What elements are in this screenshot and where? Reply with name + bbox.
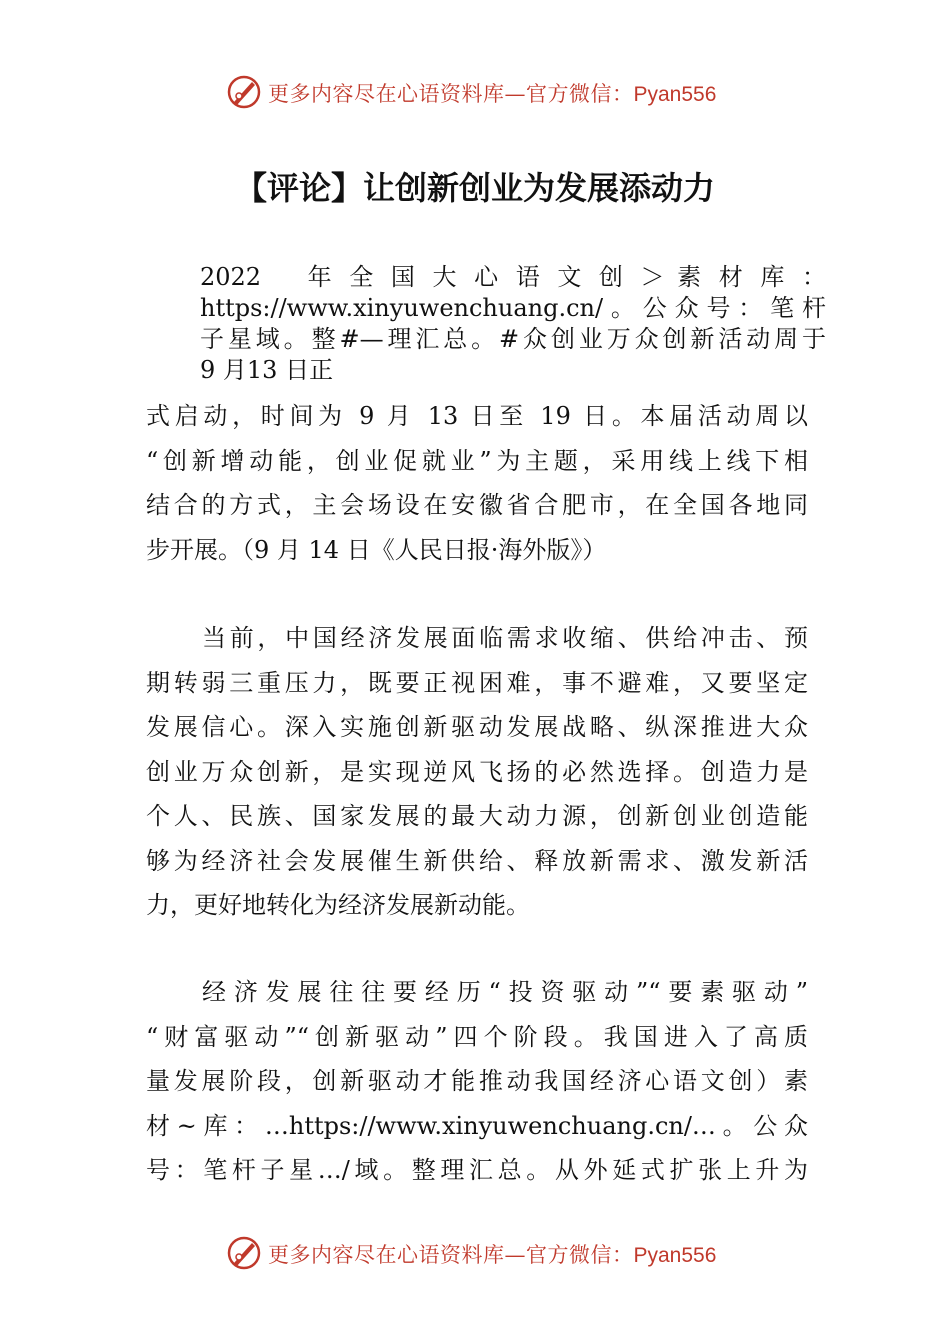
text-line: 力，更好地转化为经济发展新动能。 xyxy=(146,891,530,919)
text-line: 号：笔杆子星…/域。整理汇总。从外延式扩张上升为 xyxy=(146,1156,808,1184)
wechat-id: Pyan556 xyxy=(633,1244,717,1267)
text-line: 个人、民族、国家发展的最大动力源，创新创业创造能 xyxy=(146,802,808,830)
text-line: 步开展。（9 月 14 日《人民日报·海外版》） xyxy=(146,535,607,564)
text-line: 结合的方式，主会场设在安徽省合肥市，在全国各地同 xyxy=(146,491,808,519)
intro-line: 子星域。整#—理汇总。#众创业万众创新活动周于 xyxy=(200,325,826,353)
text-line: 期转弱三重压力，既要正视困难，事不避难，又要坚定 xyxy=(146,668,808,697)
intro-block xyxy=(200,262,826,386)
text-line: 创业万众创新，是实现逆风飞扬的必然选择。创造力是 xyxy=(146,757,808,786)
text-line: 当前，中国经济发展面临需求收缩、供给冲击、预 xyxy=(202,624,808,652)
text-line: 材~库：…https://www.xinyuwenchuang.cn/…。公众 xyxy=(146,1111,808,1140)
banner-text: 更多内容尽在心语资料库—官方微信：Pyan556 xyxy=(268,1243,717,1267)
header-watermark-banner xyxy=(0,72,950,112)
text-line: 够为经济社会发展催生新供给、释放新需求、激发新活 xyxy=(146,846,808,875)
text-line: “财富驱动”“创新驱动”四个阶段。我国进入了高质 xyxy=(146,1022,808,1051)
pen-logo-icon xyxy=(226,74,262,110)
intro-line: 9 月13 日正 xyxy=(200,356,334,384)
text-line: “创新增动能，创业促就业”为主题，采用线上线下相 xyxy=(146,446,808,475)
paragraph-3 xyxy=(146,970,808,1193)
paragraph-2 xyxy=(146,616,808,928)
text-line: 发展信心。深入实施创新驱动发展战略、纵深推进大众 xyxy=(146,713,808,741)
text-line: 式启动，时间为 9 月 13 日至 19 日。本届活动周以 xyxy=(146,402,808,430)
text-line: 经济发展往往要经历“投资驱动”“要素驱动” xyxy=(202,978,808,1006)
page-title: 【评论】让创新创业为发展添动力 xyxy=(234,169,715,207)
banner-text: 更多内容尽在心语资料库—官方微信：Pyan556 xyxy=(268,82,717,106)
pen-logo-icon xyxy=(226,1235,262,1271)
wechat-id: Pyan556 xyxy=(633,83,717,106)
intro-line: 2022 年 全 国 大 心 语 文 创 ＞ 素 材 库 ： xyxy=(200,263,826,291)
footer-watermark-banner xyxy=(0,1233,950,1273)
intro-line: https://www.xinyuwenchuang.cn/。公众号：笔杆 xyxy=(200,294,826,322)
text-line: 量发展阶段，创新驱动才能推动我国经济心语文创）素 xyxy=(146,1067,808,1095)
paragraph-1 xyxy=(146,394,808,572)
